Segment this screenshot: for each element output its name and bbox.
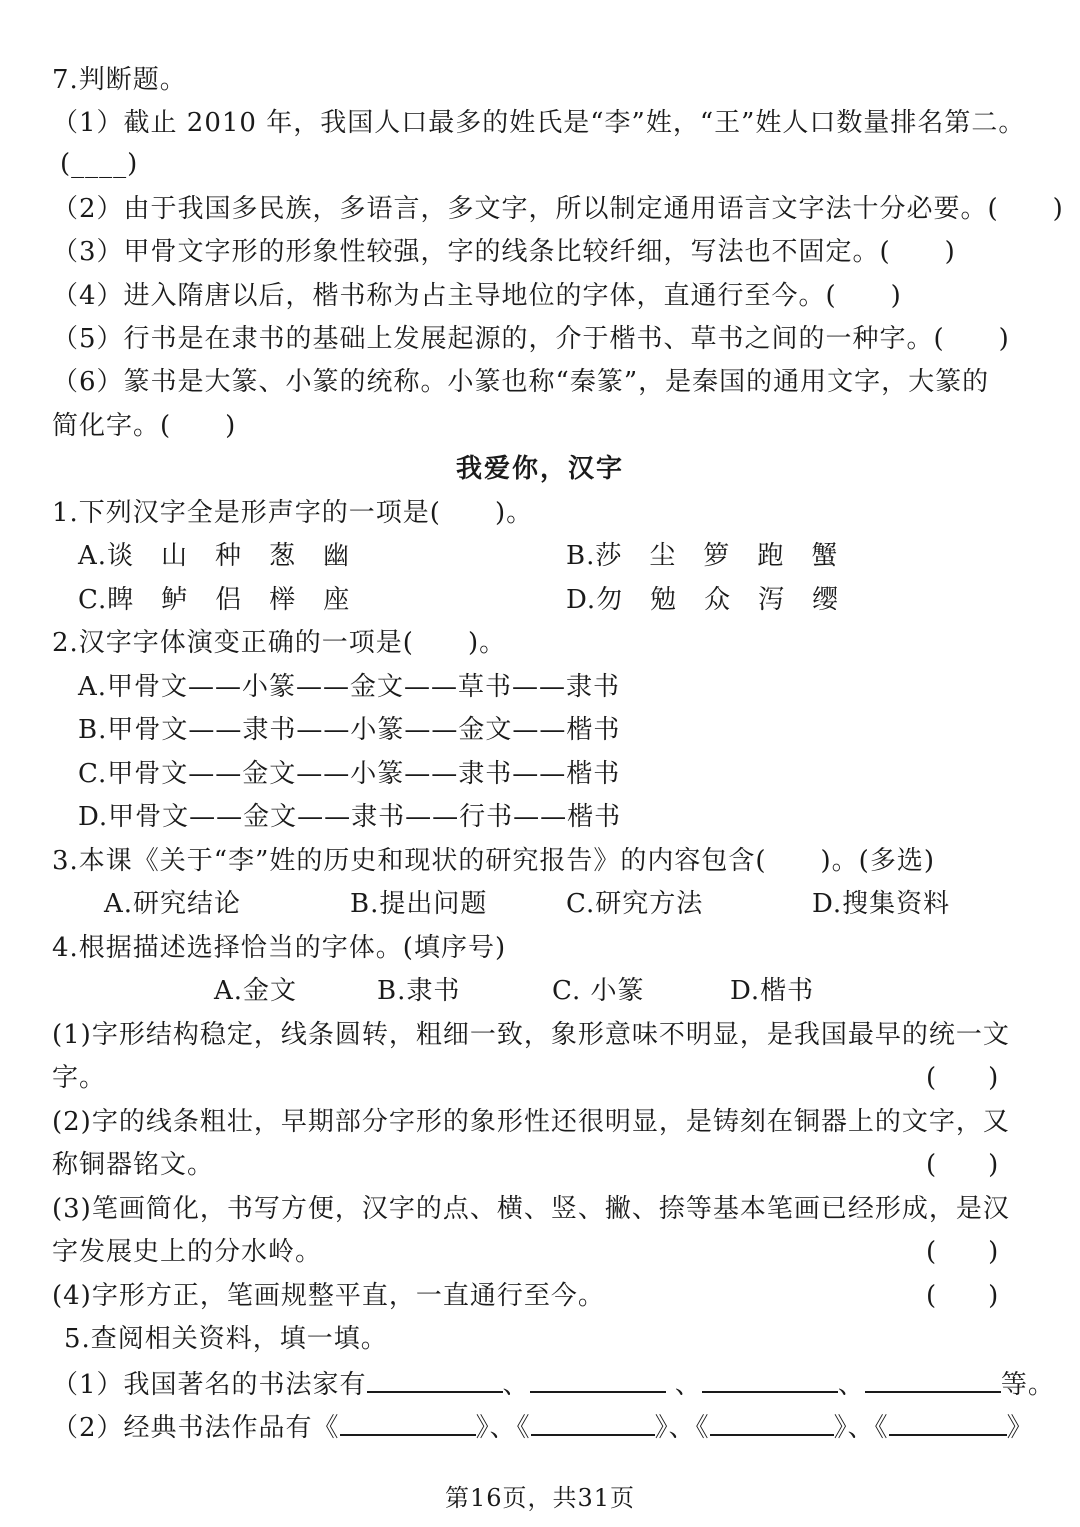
separator: 、 bbox=[837, 1370, 865, 1400]
calligrapher-blank-2[interactable] bbox=[530, 1365, 666, 1393]
separator: 、 bbox=[665, 1370, 702, 1400]
q3-option-d: D.搜集资料 bbox=[812, 889, 951, 919]
q4-option-c: C. 小篆 bbox=[552, 976, 645, 1006]
book-title-open: 《 bbox=[516, 1413, 531, 1443]
section-title: 我爱你，汉字 bbox=[455, 454, 624, 484]
q2-option-b: B.甲骨文——隶书——小篆——金文——楷书 bbox=[78, 715, 621, 745]
q5-item-2-prefix: （2）经典书法作品有 bbox=[52, 1413, 313, 1443]
q7-item-3: （3）甲骨文字形的形象性较强，字的线条比较纤细，写法也不固定。( ) bbox=[52, 237, 956, 267]
book-title-close: 》 bbox=[1006, 1413, 1034, 1443]
q4-item-2-answer: ( ) bbox=[926, 1150, 999, 1180]
book-title-close: 》、 bbox=[475, 1413, 517, 1443]
q2-option-a: A.甲骨文——小篆——金文——草书——隶书 bbox=[78, 672, 621, 702]
q4-option-a: A.金文 bbox=[214, 976, 298, 1006]
q3-option-c: C.研究方法 bbox=[566, 889, 704, 919]
q5-item-1-suffix: 等。 bbox=[1000, 1370, 1055, 1400]
calligrapher-blank-1[interactable] bbox=[367, 1365, 503, 1393]
separator: 、 bbox=[502, 1370, 530, 1400]
q3-option-a: A.研究结论 bbox=[104, 889, 242, 919]
page-number: 第16页，共31页 bbox=[444, 1484, 636, 1512]
work-blank-1[interactable] bbox=[340, 1408, 476, 1436]
book-title-open: 《 bbox=[695, 1413, 710, 1443]
q1-option-c: C.睥 鲈 侣 榉 座 bbox=[78, 585, 351, 615]
q1-option-b: B.莎 尘 箩 跑 蟹 bbox=[566, 541, 839, 571]
q2-stem: 2.汉字字体演变正确的一项是( )。 bbox=[52, 628, 507, 658]
q4-item-1-answer: ( ) bbox=[926, 1063, 999, 1093]
q4-item-3-cont: 字发展史上的分水岭。 bbox=[52, 1237, 323, 1267]
q7-item-4: （4）进入隋唐以后，楷书称为占主导地位的字体，直通行至今。( ) bbox=[52, 281, 902, 311]
q7-title: 7.判断题。 bbox=[52, 65, 187, 95]
q4-item-3: (3)笔画简化，书写方便，汉字的点、横、竖、撇、捺等基本笔画已经形成，是汉 bbox=[52, 1194, 1010, 1224]
q4-item-2: (2)字的线条粗壮，早期部分字形的象形性还很明显，是铸刻在铜器上的文字，又 bbox=[52, 1107, 1010, 1137]
q7-item-5: （5）行书是在隶书的基础上发展起源的，介于楷书、草书之间的一种字。( ) bbox=[52, 324, 1010, 354]
q5-stem: 5.查阅相关资料，填一填。 bbox=[64, 1324, 388, 1354]
q1-option-d: D.勿 勉 众 泻 缨 bbox=[566, 585, 840, 615]
q4-item-2-cont: 称铜器铭文。 bbox=[52, 1150, 215, 1180]
calligrapher-blank-4[interactable] bbox=[865, 1365, 1001, 1393]
q7-item-2: （2）由于我国多民族，多语言，多文字，所以制定通用语言文字法十分必要。( ) bbox=[52, 194, 1064, 224]
q5-item-2 bbox=[52, 1408, 1034, 1446]
book-title-close: 》、 bbox=[654, 1413, 696, 1443]
q5-item-1 bbox=[52, 1365, 1055, 1403]
q1-stem: 1.下列汉字全是形声字的一项是( )。 bbox=[52, 498, 534, 528]
book-title-open: 《 bbox=[312, 1413, 340, 1443]
work-blank-3[interactable] bbox=[710, 1408, 834, 1436]
q2-option-c: C.甲骨文——金文——小篆——隶书——楷书 bbox=[78, 759, 621, 789]
q4-item-3-answer: ( ) bbox=[926, 1237, 999, 1267]
q4-option-b: B.隶书 bbox=[377, 976, 461, 1006]
q4-item-4: (4)字形方正，笔画规整平直，一直通行至今。 bbox=[52, 1281, 605, 1311]
q4-item-1-cont: 字。 bbox=[52, 1063, 107, 1093]
q3-stem: 3.本课《关于“李”姓的历史和现状的研究报告》的内容包含( )。(多选) bbox=[52, 846, 935, 876]
q3-option-b: B.提出问题 bbox=[350, 889, 488, 919]
q5-item-1-prefix: （1）我国著名的书法家有 bbox=[52, 1370, 367, 1400]
book-title-open: 《 bbox=[874, 1413, 889, 1443]
q7-item-1: （1）截止 2010 年，我国人口最多的姓氏是“李”姓，“王”姓人口数量排名第二。 bbox=[52, 108, 1026, 138]
calligrapher-blank-3[interactable] bbox=[702, 1365, 838, 1393]
q1-option-a: A.谈 山 种 葱 幽 bbox=[78, 541, 351, 571]
work-blank-2[interactable] bbox=[531, 1408, 655, 1436]
q4-stem: 4.根据描述选择恰当的字体。(填序号) bbox=[52, 933, 507, 963]
q7-item-6-cont: 简化字。( ) bbox=[52, 411, 237, 441]
q4-item-1: (1)字形结构稳定，线条圆转，粗细一致，象形意味不明显，是我国最早的统一文 bbox=[52, 1020, 1010, 1050]
book-title-close: 》、 bbox=[833, 1413, 875, 1443]
q7-item-1-answer: (____) bbox=[60, 149, 139, 179]
q4-item-4-answer: ( ) bbox=[926, 1281, 999, 1311]
work-blank-4[interactable] bbox=[889, 1408, 1007, 1436]
q7-item-6: （6）篆书是大篆、小篆的统称。小篆也称“秦篆”，是秦国的通用文字，大篆的 bbox=[52, 367, 990, 397]
q4-option-d: D.楷书 bbox=[730, 976, 815, 1006]
q2-option-d: D.甲骨文——金文——隶书——行书——楷书 bbox=[78, 802, 622, 832]
